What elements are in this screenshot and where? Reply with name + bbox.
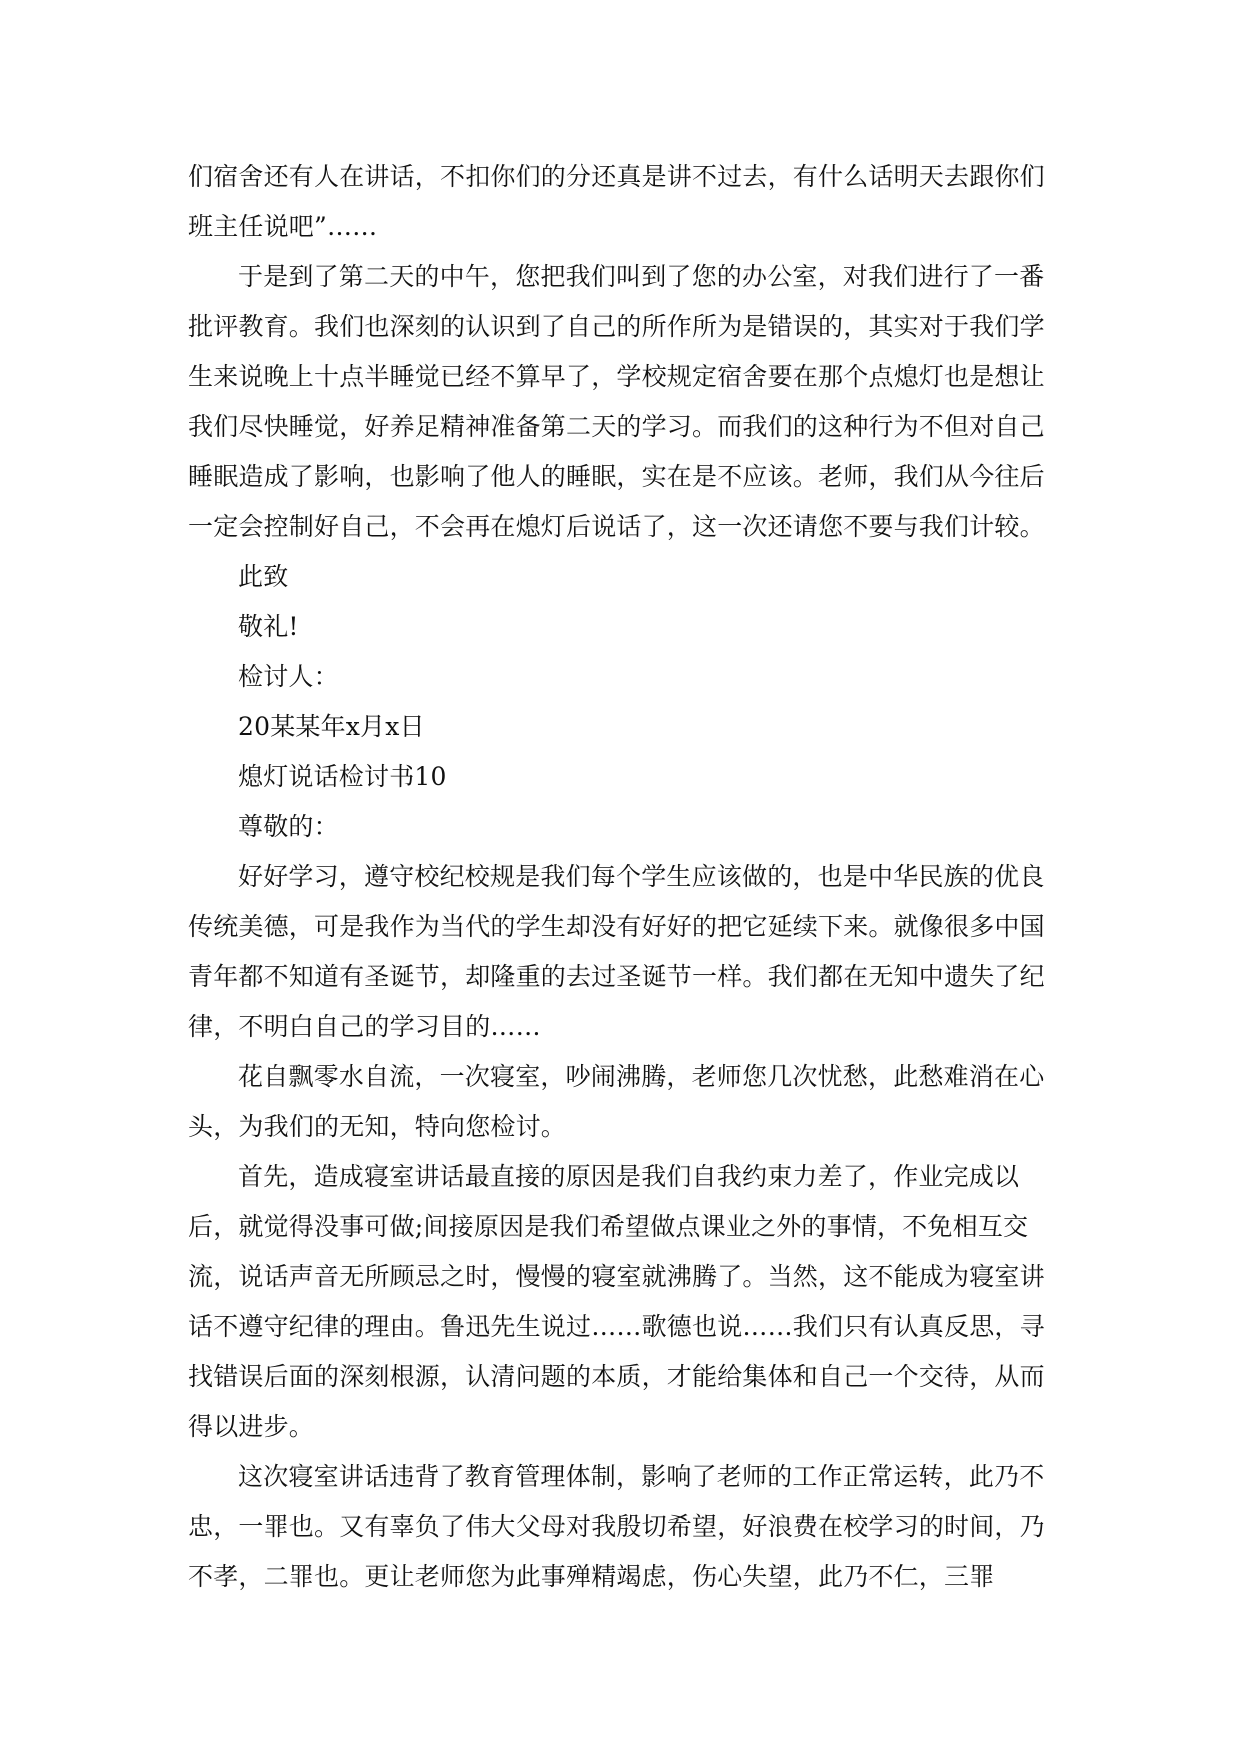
text-line: 睡眠造成了影响，也影响了他人的睡眠，实在是不应该。老师，我们从今往后	[188, 462, 1045, 491]
document-body	[188, 152, 1048, 1602]
greeting: 尊敬的：	[238, 812, 339, 841]
closing-salutation: 此致	[238, 562, 289, 591]
paragraph-start: 这次寝室讲话违背了教育管理体制，影响了老师的工作正常运转，此乃不	[238, 1462, 1045, 1491]
text-line: 找错误后面的深刻根源，认清问题的本质，才能给集体和自己一个交待，从而	[188, 1362, 1045, 1391]
paragraph-start: 于是到了第二天的中午，您把我们叫到了您的办公室，对我们进行了一番	[238, 262, 1045, 291]
text-line: 我们尽快睡觉，好养足精神准备第二天的学习。而我们的这种行为不但对自己	[188, 412, 1045, 441]
text-line: 批评教育。我们也深刻的认识到了自己的所作所为是错误的，其实对于我们学	[188, 312, 1045, 341]
text-line: 不孝，二罪也。更让老师您为此事殚精竭虑，伤心失望，此乃不仁，三罪	[188, 1562, 995, 1591]
date-line: 20某某年x月x日	[238, 712, 425, 741]
text-line: 一定会控制好自己，不会再在熄灯后说话了，这一次还请您不要与我们计较。	[188, 512, 1045, 541]
text-line: 青年都不知道有圣诞节，却隆重的去过圣诞节一样。我们都在无知中遗失了纪	[188, 962, 1045, 991]
text-line: 们宿舍还有人在讲话，不扣你们的分还真是讲不过去，有什么话明天去跟你们	[188, 162, 1045, 191]
text-line: 班主任说吧”……	[188, 212, 378, 241]
section-title: 熄灯说话检讨书10	[238, 762, 447, 791]
text-line: 生来说晚上十点半睡觉已经不算早了，学校规定宿舍要在那个点熄灯也是想让	[188, 362, 1045, 391]
signer-label: 检讨人：	[238, 662, 339, 691]
paragraph-start: 首先，造成寝室讲话最直接的原因是我们自我约束力差了，作业完成以	[238, 1162, 1020, 1191]
text-line: 后，就觉得没事可做;间接原因是我们希望做点课业之外的事情，不免相互交	[188, 1212, 1029, 1241]
paragraph-start: 好好学习，遵守校纪校规是我们每个学生应该做的，也是中华民族的优良	[238, 862, 1045, 891]
paragraph-start: 花自飘零水自流，一次寝室，吵闹沸腾，老师您几次忧愁，此愁难消在心	[238, 1062, 1045, 1091]
text-line: 忠，一罪也。又有辜负了伟大父母对我殷切希望，好浪费在校学习的时间，乃	[188, 1512, 1045, 1541]
text-line: 传统美德，可是我作为当代的学生却没有好好的把它延续下来。就像很多中国	[188, 912, 1045, 941]
text-line: 得以进步。	[188, 1412, 315, 1441]
text-line: 律，不明白自己的学习目的……	[188, 1012, 541, 1041]
text-line: 头，为我们的无知，特向您检讨。	[188, 1112, 567, 1141]
text-line: 流，说话声音无所顾忌之时，慢慢的寝室就沸腾了。当然，这不能成为寝室讲	[188, 1262, 1045, 1291]
closing-respect: 敬礼!	[238, 612, 299, 641]
text-line: 话不遵守纪律的理由。鲁迅先生说过……歌德也说……我们只有认真反思，寻	[188, 1312, 1045, 1341]
